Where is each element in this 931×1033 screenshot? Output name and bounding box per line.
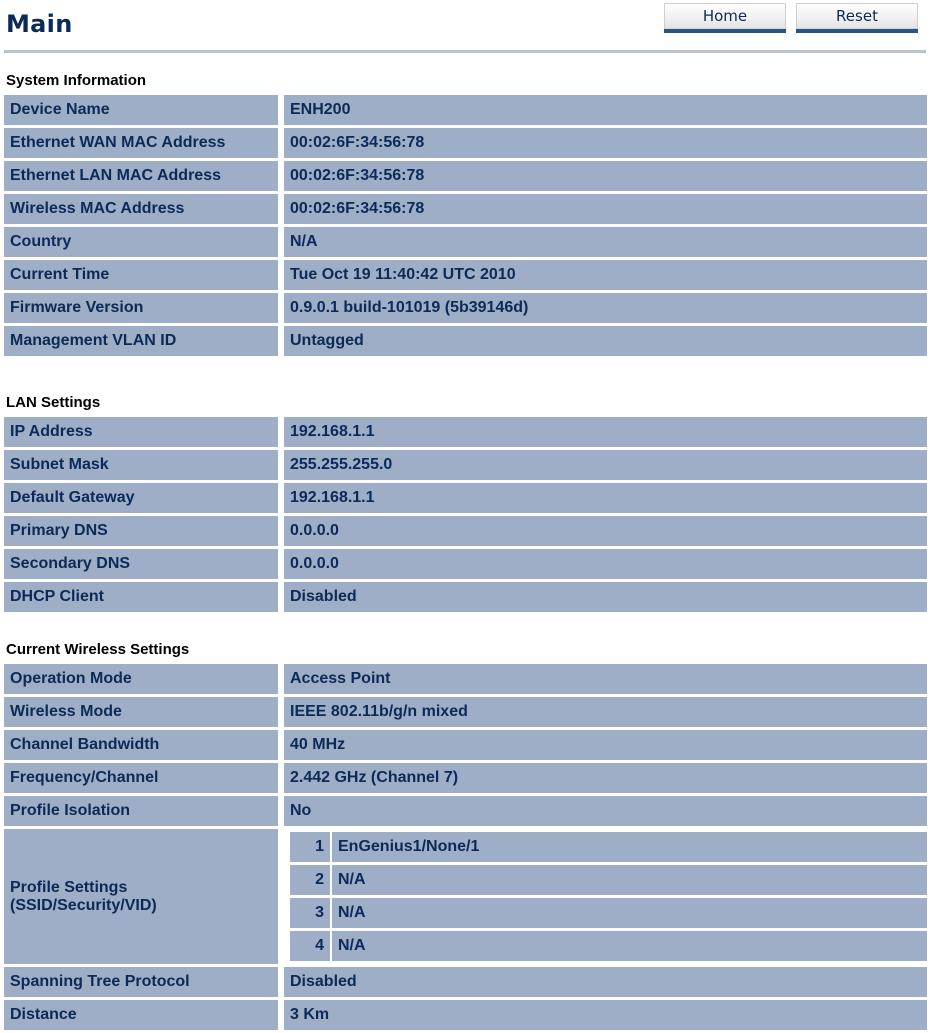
row-value: 00:02:6F:34:56:78 bbox=[284, 161, 927, 191]
row-value: 0.0.0.0 bbox=[284, 549, 927, 579]
table-row bbox=[4, 260, 927, 290]
row-value: Untagged bbox=[284, 326, 927, 356]
header bbox=[0, 0, 931, 56]
row-value: IEEE 802.11b/g/n mixed bbox=[284, 697, 927, 727]
row-label: Channel Bandwidth bbox=[4, 730, 284, 760]
row-value: 00:02:6F:34:56:78 bbox=[284, 128, 927, 158]
reset-button[interactable]: Reset bbox=[796, 3, 918, 33]
row-label: IP Address bbox=[4, 417, 284, 447]
profile-value: N/A bbox=[332, 865, 927, 895]
table-row bbox=[4, 161, 927, 191]
row-label: Wireless Mode bbox=[4, 697, 284, 727]
row-label: Operation Mode bbox=[4, 664, 284, 694]
row-value: N/A bbox=[284, 227, 927, 257]
row-label: Firmware Version bbox=[4, 293, 284, 323]
table-row bbox=[4, 967, 927, 997]
table-row bbox=[4, 95, 927, 125]
profile-value: EnGenius1/None/1 bbox=[332, 832, 927, 862]
row-label: Country bbox=[4, 227, 284, 257]
home-button[interactable]: Home bbox=[664, 3, 786, 33]
row-label: Distance bbox=[4, 1000, 284, 1030]
row-label: Current Time bbox=[4, 260, 284, 290]
profile-value: N/A bbox=[332, 898, 927, 928]
table-row bbox=[4, 582, 927, 612]
table-row bbox=[4, 293, 927, 323]
profile-value: N/A bbox=[332, 931, 927, 961]
row-value: Disabled bbox=[284, 582, 927, 612]
profile-row bbox=[290, 931, 927, 961]
header-divider bbox=[4, 50, 926, 53]
table-row bbox=[4, 450, 927, 480]
table-row bbox=[4, 483, 927, 513]
row-label: Default Gateway bbox=[4, 483, 284, 513]
table-row bbox=[4, 1000, 927, 1030]
page-title: Main bbox=[6, 10, 73, 38]
section-title-system-information: System Information bbox=[6, 72, 147, 89]
row-value: 00:02:6F:34:56:78 bbox=[284, 194, 927, 224]
row-label: Secondary DNS bbox=[4, 549, 284, 579]
row-label: Wireless MAC Address bbox=[4, 194, 284, 224]
profile-index: 2 bbox=[290, 865, 332, 895]
row-label: Spanning Tree Protocol bbox=[4, 967, 284, 997]
table-row bbox=[4, 549, 927, 579]
profile-table bbox=[290, 829, 927, 964]
row-label: Ethernet LAN MAC Address bbox=[4, 161, 284, 191]
row-value: 0.0.0.0 bbox=[284, 516, 927, 546]
profile-list bbox=[290, 829, 927, 964]
row-label: Frequency/Channel bbox=[4, 763, 284, 793]
row-value: 192.168.1.1 bbox=[284, 483, 927, 513]
table-row bbox=[4, 697, 927, 727]
row-value: No bbox=[284, 796, 927, 826]
row-value: ENH200 bbox=[284, 95, 927, 125]
row-value: Disabled bbox=[284, 967, 927, 997]
table-row bbox=[4, 664, 927, 694]
table-row bbox=[4, 516, 927, 546]
table-row bbox=[4, 194, 927, 224]
row-label: Profile Isolation bbox=[4, 796, 284, 826]
profile-row bbox=[290, 832, 927, 862]
profile-index: 4 bbox=[290, 931, 332, 961]
row-value: 3 Km bbox=[284, 1000, 927, 1030]
table-row bbox=[4, 227, 927, 257]
row-label: Ethernet WAN MAC Address bbox=[4, 128, 284, 158]
row-value: 2.442 GHz (Channel 7) bbox=[284, 763, 927, 793]
profile-index: 3 bbox=[290, 898, 332, 928]
row-value: 255.255.255.0 bbox=[284, 450, 927, 480]
system-information-table bbox=[4, 92, 927, 359]
table-row bbox=[4, 796, 927, 826]
table-row bbox=[4, 730, 927, 760]
row-value: 40 MHz bbox=[284, 730, 927, 760]
profile-settings-label-line2: (SSID/Security/VID) bbox=[10, 896, 157, 914]
profile-settings-label-line1: Profile Settings bbox=[10, 878, 128, 896]
row-label: DHCP Client bbox=[4, 582, 284, 612]
profile-index: 1 bbox=[290, 832, 332, 862]
table-row bbox=[4, 417, 927, 447]
row-value: Tue Oct 19 11:40:42 UTC 2010 bbox=[284, 260, 927, 290]
row-label: Primary DNS bbox=[4, 516, 284, 546]
profile-settings-cell bbox=[284, 829, 927, 964]
row-label: Device Name bbox=[4, 95, 284, 125]
row-value: Access Point bbox=[284, 664, 927, 694]
row-label: Subnet Mask bbox=[4, 450, 284, 480]
lan-settings-table bbox=[4, 414, 927, 615]
row-label: Management VLAN ID bbox=[4, 326, 284, 356]
table-row bbox=[4, 829, 927, 964]
table-row bbox=[4, 128, 927, 158]
profile-row bbox=[290, 865, 927, 895]
table-row bbox=[4, 326, 927, 356]
table-row bbox=[4, 763, 927, 793]
row-value: 0.9.0.1 build-101019 (5b39146d) bbox=[284, 293, 927, 323]
section-title-lan-settings: LAN Settings bbox=[6, 394, 101, 411]
wireless-settings-table bbox=[4, 661, 927, 1033]
section-title-wireless-settings: Current Wireless Settings bbox=[6, 641, 190, 658]
profile-row bbox=[290, 898, 927, 928]
row-value: 192.168.1.1 bbox=[284, 417, 927, 447]
profile-settings-label bbox=[4, 829, 284, 964]
